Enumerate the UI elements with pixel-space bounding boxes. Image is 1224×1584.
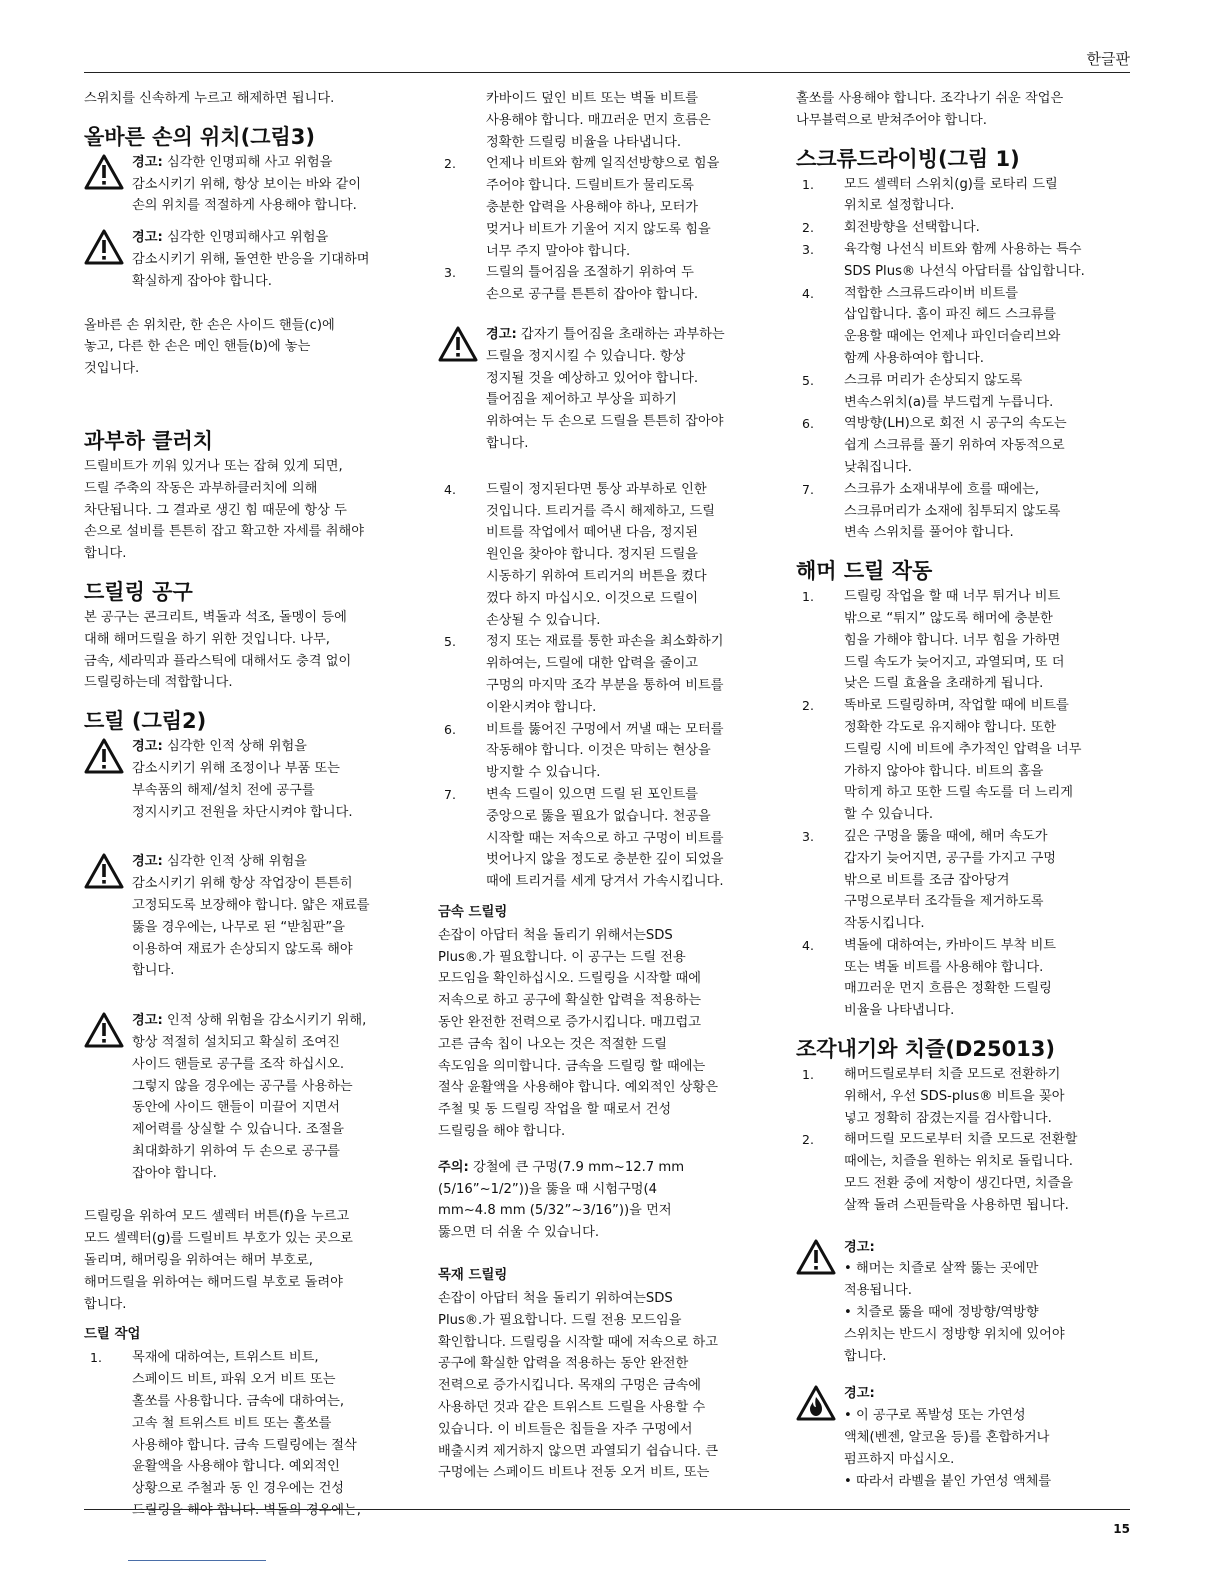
footer-rule — [84, 1509, 1130, 1510]
warning-block — [438, 324, 774, 455]
list-number: 5. — [802, 372, 814, 388]
list-item — [438, 479, 774, 632]
warning-block — [84, 1010, 424, 1184]
list-text: 변속 드릴이 있으면 드릴 된 포인트를 중앙으로 뚫을 필요가 없습니다. 천공을 시작할 때는 저속으로 하고 구멍이 비트를 벗어나지 않을 정도로 충분한 깊이 되었을 때에 트리거를 세게 당겨서 가속시킵니다. — [486, 786, 724, 890]
chisel-heading: 조각내기와 치즐(D25013) — [796, 1037, 1055, 1062]
wood-drilling-text: 손잡이 아답터 척을 돌리기 위하여는SDS Plus®.가 필요합니다. 드릴 전용 모드임을 확인합니다. 드릴링을 시작할 때에 저속으로 하고 공구에 확실한 압력을 적용하는 동안 완전한 전력으로 증가시킵니다. 목재의 구멍은 금속에 사용하던 것과 같은 트위스트 드릴을 사용할 수 있습니다. 이 비트들은 칩들을 자주 구멍에서 배출시켜 제거하지 않으면 과열되기 쉽습니다. 큰 구멍에는 스페이드 비트나 전동 오거 비트, 또는 — [438, 1291, 718, 1481]
warning-text: 인적 상해 위험을 감소시키기 위해, 항상 적절히 설치되고 확실히 조여진 사이드 핸들로 공구를 조작 하십시오. 그렇지 않을 경우에는 공구를 사용하는 동안에 사이드 핸들이 미끌어 지면서 제어력를 상실할 수 있습니다. 조절을 최대화하기 위하여 두 손으로 공구를 잡아야 합니다. — [132, 1013, 367, 1181]
list-text: 비트를 뚫어진 구멍에서 꺼낼 때는 모터를 작동해야 합니다. 이것은 막히는 현상을 방지할 수 있습니다. — [486, 721, 724, 781]
list-text: 해머드릴 모드로부터 치즐 모드로 전환할 때에는, 치즐을 원하는 위치로 돌립니다. 모드 전환 중에 저항이 생긴다면, 치즐을 살짝 돌려 스핀들락을 사용하면 됩니다. — [844, 1132, 1078, 1213]
list-number: 4. — [802, 937, 814, 953]
column-2 — [438, 88, 774, 1492]
column-1 — [84, 88, 424, 1530]
list-text: 스크류가 소재내부에 흐를 때에는, 스크류머리가 소재에 침투되지 않도록 변속 스위치를 풀어야 합니다. — [844, 481, 1061, 541]
screwdriving-list — [796, 174, 1130, 545]
warning-block — [84, 736, 424, 823]
list-text: 스크류 머리가 손상되지 않도록 변속스위치(a)를 부드럽게 누릅니다. — [844, 372, 1054, 410]
list-text: 목재에 대하여는, 트위스트 비트, 스페이드 비트, 파워 오거 비트 또는 홀쏘를 사용합니다. 금속에 대하여는, 고속 철 트위스트 비트 또는 홀쏘를 사용해야 합니다. 금속 드릴링에는 절삭 윤활액을 사용해야 합니다. 예외적인 상황으로 주철과 동 인 경우에는 건성 드릴링을 해야 합니다. 벽돌의 경우에는, — [132, 1350, 361, 1519]
list-item — [796, 174, 1130, 218]
warning-label: 경고: — [844, 1239, 875, 1255]
list-number: 4. — [444, 481, 456, 497]
warning-block — [796, 1383, 1130, 1492]
warning-triangle-icon — [796, 1239, 836, 1275]
note-text — [438, 1157, 774, 1244]
note-label: 주의: — [438, 1159, 469, 1175]
warning-triangle-icon — [84, 853, 124, 889]
list-number: 2. — [802, 698, 814, 714]
list-number: 3. — [802, 241, 814, 257]
list-item — [796, 217, 1130, 239]
warning-block — [796, 1237, 1130, 1368]
list-item — [438, 719, 774, 784]
list-item — [796, 370, 1130, 414]
list-number: 1. — [802, 1067, 814, 1083]
list-text: 언제나 비트와 함께 일직선방향으로 힘을 주어야 합니다. 드릴비트가 물리도록 충분한 압력을 사용해야 하나, 모터가 멎거나 비트가 기울어 지지 않도록 힘을 너무 주지 말아야 합니다. — [486, 156, 720, 259]
list-text: 드릴의 틀어짐을 조절하기 위하여 두 손으로 공구를 튼튼히 잡아야 합니다. — [486, 265, 699, 303]
warning-label: 경고: — [132, 154, 163, 170]
list-number: 3. — [802, 828, 814, 844]
list-number: 1. — [802, 589, 814, 605]
list-text: 깊은 구멍을 뚫을 때에, 해머 속도가 갑자기 늦어지면, 공구를 가지고 구멍 밖으로 비트를 조금 잡아당겨 구멍으로부터 조각들을 제거하도록 작동시킵니다. — [844, 828, 1057, 932]
wood-drilling-cont: 홀쏘를 사용해야 합니다. 조각나기 쉬운 작업은 나무블럭으로 받쳐주어야 합니다. — [796, 91, 1064, 128]
drilling-tool-text: 본 공구는 콘크리트, 벽돌과 석조, 돌멩이 등에 대해 해머드릴을 하기 위한 것입니다. 나무, 금속, 세라믹과 플라스틱에 대해서도 충격 없이 드릴링하는데 적합합니다. — [84, 609, 352, 691]
hand-position-text: 올바른 손 위치란, 한 손은 사이드 핸들(c)에 놓고, 다른 한 손은 메인 핸들(b)에 놓는 것입니다. — [84, 317, 335, 377]
warning-text: • 이 공구로 폭발성 또는 가연성 액체(벤젠, 알코올 등)를 혼합하거나 펌프하지 마십시오. • 따라서 라벨을 붙인 가연성 액체를 — [844, 1408, 1052, 1489]
list-item — [796, 283, 1130, 370]
warning-block — [84, 152, 424, 217]
list-text: 적합한 스크류드라이버 비트를 삽입합니다. 홈이 파진 헤드 스크류를 운용할 때에는 언제나 파인더슬리브와 함께 사용하여야 합니다. — [844, 285, 1061, 366]
warning-label: 경고: — [132, 854, 163, 870]
warning-label: 경고: — [132, 1013, 163, 1029]
drill-work-list-cont — [438, 88, 774, 306]
drill-work-heading: 드릴 작업 — [84, 1327, 141, 1343]
warning-text: 심각한 인명피해 사고 위험을 감소시키기 위해, 항상 보이는 바와 같이 손의 위치를 적절하게 사용해야 합니다. — [132, 154, 361, 214]
list-text: 정지 또는 재료를 통한 파손을 최소화하기 위하여는, 드릴에 대한 압력을 줄이고 구멍의 마지막 조각 부분을 통하여 비트를 이완시켜야 합니다. — [486, 634, 724, 715]
drill-work-list-b — [438, 479, 774, 893]
warning-label: 경고: — [486, 326, 517, 342]
hammer-drill-heading: 해머 드릴 작동 — [796, 559, 933, 584]
warning-text: 심각한 인적 상해 위험을 감소시키기 위해 항상 작업장이 튼튼히 고정되도록 보장해야 합니다. 얇은 재료를 뚫을 경우에는, 나무로 된 “받침판”을 이용하여 재료가 손상되지 않도록 해야 합니다. — [132, 854, 370, 979]
page-language-label: 한글판 — [1086, 50, 1130, 68]
list-item — [438, 88, 774, 153]
list-text: 회전방향을 선택합니다. — [844, 220, 980, 236]
list-number: 7. — [802, 481, 814, 497]
warning-text: 심각한 인명피해사고 위험을 감소시키기 위해, 돌연한 반응을 기대하며 확실하게 잡아야 합니다. — [132, 230, 370, 289]
list-number: 1. — [802, 176, 814, 192]
warning-label: 경고: — [844, 1386, 875, 1402]
list-text: 드릴링 작업을 할 때 너무 튀거나 비트 밖으로 “튀지” 않도록 해머에 충분한 힘을 가해야 합니다. 너무 힘을 가하면 드릴 속도가 늦어지고, 과열되며, 또 더 낮은 드릴 효율을 초래하게 됩니다. — [844, 589, 1065, 692]
drill-work-list — [84, 1347, 424, 1521]
list-item — [796, 1129, 1130, 1216]
list-number: 3. — [444, 265, 456, 281]
wood-drilling-heading: 목재 드릴링 — [438, 1268, 508, 1284]
list-text: 해머드릴로부터 치즐 모드로 전환하기 위해서, 우선 SDS-plus® 비트을 꽂아 넣고 정확히 잠겼는지를 검사합니다. — [844, 1067, 1065, 1126]
list-number: 6. — [444, 721, 456, 737]
clutch-heading: 과부하 클러치 — [84, 428, 214, 453]
list-item — [84, 1347, 424, 1521]
hammer-drill-list — [796, 586, 1130, 1022]
list-number: 2. — [802, 1132, 814, 1148]
list-text: 역방향(LH)으로 회전 시 공구의 속도는 쉽게 스크류를 풀기 위하여 자동적으로 낮춰집니다. — [844, 416, 1067, 475]
list-number: 1. — [90, 1350, 102, 1366]
list-text: 육각형 나선식 비트와 함께 사용하는 특수 SDS Plus® 나선식 아답터를 삽입합니다. — [844, 241, 1085, 279]
list-number: 2. — [802, 220, 814, 236]
list-text: 벽돌에 대하여는, 카바이드 부착 비트 또는 벽돌 비트를 사용해야 합니다. 매끄러운 먼지 흐름은 정확한 드릴링 비율을 나타냅니다. — [844, 937, 1057, 1019]
list-number: 2. — [444, 156, 456, 172]
list-item — [796, 695, 1130, 826]
warning-text: • 해머는 치즐로 살짝 뚫는 곳에만 적용됩니다. • 치즐로 뚫을 때에 정방향/역방향 스위치는 반드시 정방향 위치에 있어야 합니다. — [844, 1261, 1065, 1364]
mode-selector-text: 드릴링을 위하여 모드 셀렉터 버튼(f)을 누르고 모드 셀렉터(g)를 드릴비트 부호가 있는 곳으로 돌리며, 해머링을 위하여는 해머 부호로, 해머드릴을 위하여는 해머드릴 부호로 돌려야 합니다. — [84, 1209, 353, 1312]
warning-text: 갑자기 틀어짐을 초래하는 과부하는 드릴을 정지시킬 수 있습니다. 항상 정지될 것을 예상하고 있어야 합니다. 틀어짐을 제어하고 부상을 피하기 위하여는 두 손으로 드릴을 튼튼히 잡아야 합니다. — [486, 326, 725, 451]
list-item — [796, 935, 1130, 1022]
clutch-text: 드릴비트가 끼워 있거나 또는 잡혀 있게 되면, 드릴 주축의 작동은 과부하클러치에 의해 차단됩니다. 그 결과로 생긴 힘 때문에 항상 두 손으로 설비를 튼튼히 잡고 확고한 자세를 취해야 합니다. — [84, 458, 364, 562]
warning-block — [84, 851, 424, 982]
list-number: 6. — [802, 416, 814, 432]
note-body: 강철에 큰 구멍(7.9 mm~12.7 mm (5/16”~1/2”))을 뚫을 때 시험구멍(4 mm~4.8 mm (5/32”~3/16”))을 먼저 뚫으면 더 쉬울 수 있습니다. — [438, 1159, 685, 1241]
list-item — [796, 413, 1130, 478]
drill-heading: 드릴 (그림2) — [84, 709, 207, 734]
list-item — [796, 826, 1130, 935]
drilling-tool-heading: 드릴링 공구 — [84, 579, 193, 604]
warning-label: 경고: — [132, 739, 163, 755]
warning-triangle-icon — [438, 326, 478, 362]
intro-text: 스위치를 신속하게 누르고 해제하면 됩니다. — [84, 91, 335, 106]
list-item — [438, 784, 774, 893]
warning-block — [84, 227, 424, 292]
flammable-warning-icon — [796, 1385, 836, 1421]
list-item — [796, 1064, 1130, 1129]
list-number: 5. — [444, 634, 456, 650]
list-item — [796, 479, 1130, 544]
warning-triangle-icon — [84, 738, 124, 774]
header-rule — [84, 72, 1130, 73]
list-item — [438, 631, 774, 718]
list-item — [796, 239, 1130, 283]
chisel-list — [796, 1064, 1130, 1217]
column-3 — [796, 88, 1130, 1502]
metal-drilling-heading: 금속 드릴링 — [438, 904, 508, 920]
hand-position-heading: 올바른 손의 위치(그림3) — [84, 124, 316, 149]
list-text: 카바이드 덮인 비트 또는 벽돌 비트를 사용해야 합니다. 매끄러운 먼지 흐름은 정확한 드릴링 비율을 나타냅니다. — [486, 91, 711, 150]
screwdriving-heading: 스크류드라이빙(그림 1) — [796, 146, 1020, 171]
list-text: 모드 셀렉터 스위치(g)를 로타리 드릴 위치로 설정합니다. — [844, 176, 1058, 214]
list-item — [438, 153, 774, 262]
list-number: 4. — [802, 285, 814, 301]
metal-drilling-text: 손잡이 아답터 척을 돌리기 위해서는SDS Plus®.가 필요합니다. 이 공구는 드릴 전용 모드임을 확인하십시오. 드릴링을 시작할 때에 저속으로 하고 공구에 확실한 압력을 적용하는 동안 완전한 전력으로 증가시킵니다. 매끄럽고 고른 금속 칩이 나오는 것은 적절한 드릴 속도임을 의미합니다. 금속을 드릴링 할 때에는 절삭 윤활액을 사용해야 합니다. 예외적인 상황은 주철 및 동 드릴링 작업을 할 때로서 건성 드릴링을 해야 합니다. — [438, 927, 718, 1140]
warning-text: 심각한 인적 상해 위험을 감소시키기 위해 조정이나 부품 또는 부속품의 해제/설치 전에 공구를 정지시키고 전원을 차단시켜야 합니다. — [132, 739, 353, 820]
warning-triangle-icon — [84, 1012, 124, 1048]
warning-triangle-icon — [84, 229, 124, 265]
warning-label: 경고: — [132, 230, 163, 246]
list-number: 7. — [444, 786, 456, 802]
list-item — [796, 586, 1130, 695]
page-number: 15 — [1113, 1522, 1130, 1536]
list-text: 드릴이 정지된다면 통상 과부하로 인한 것입니다. 트리거를 즉시 해제하고, 드릴 비트를 작업에서 떼어낸 다음, 정지된 원인을 찾아야 합니다. 정지된 드릴을 시동하기 위하여 트리거의 버튼을 켰다 껐다 하지 마십시오. 이것으로 드릴이 손상될 수 있습니다. — [486, 481, 715, 628]
footer-link-line — [128, 1560, 266, 1561]
warning-triangle-icon — [84, 154, 124, 190]
list-item — [438, 262, 774, 306]
list-text: 똑바로 드릴링하며, 작업할 때에 비트를 정확한 각도로 유지해야 합니다. 또한 드릴링 시에 비트에 추가적인 압력을 너무 가하지 않아야 합니다. 비트의 홈을 막히게 하고 또한 드릴 속도를 더 느리게 할 수 있습니다. — [844, 698, 1082, 823]
